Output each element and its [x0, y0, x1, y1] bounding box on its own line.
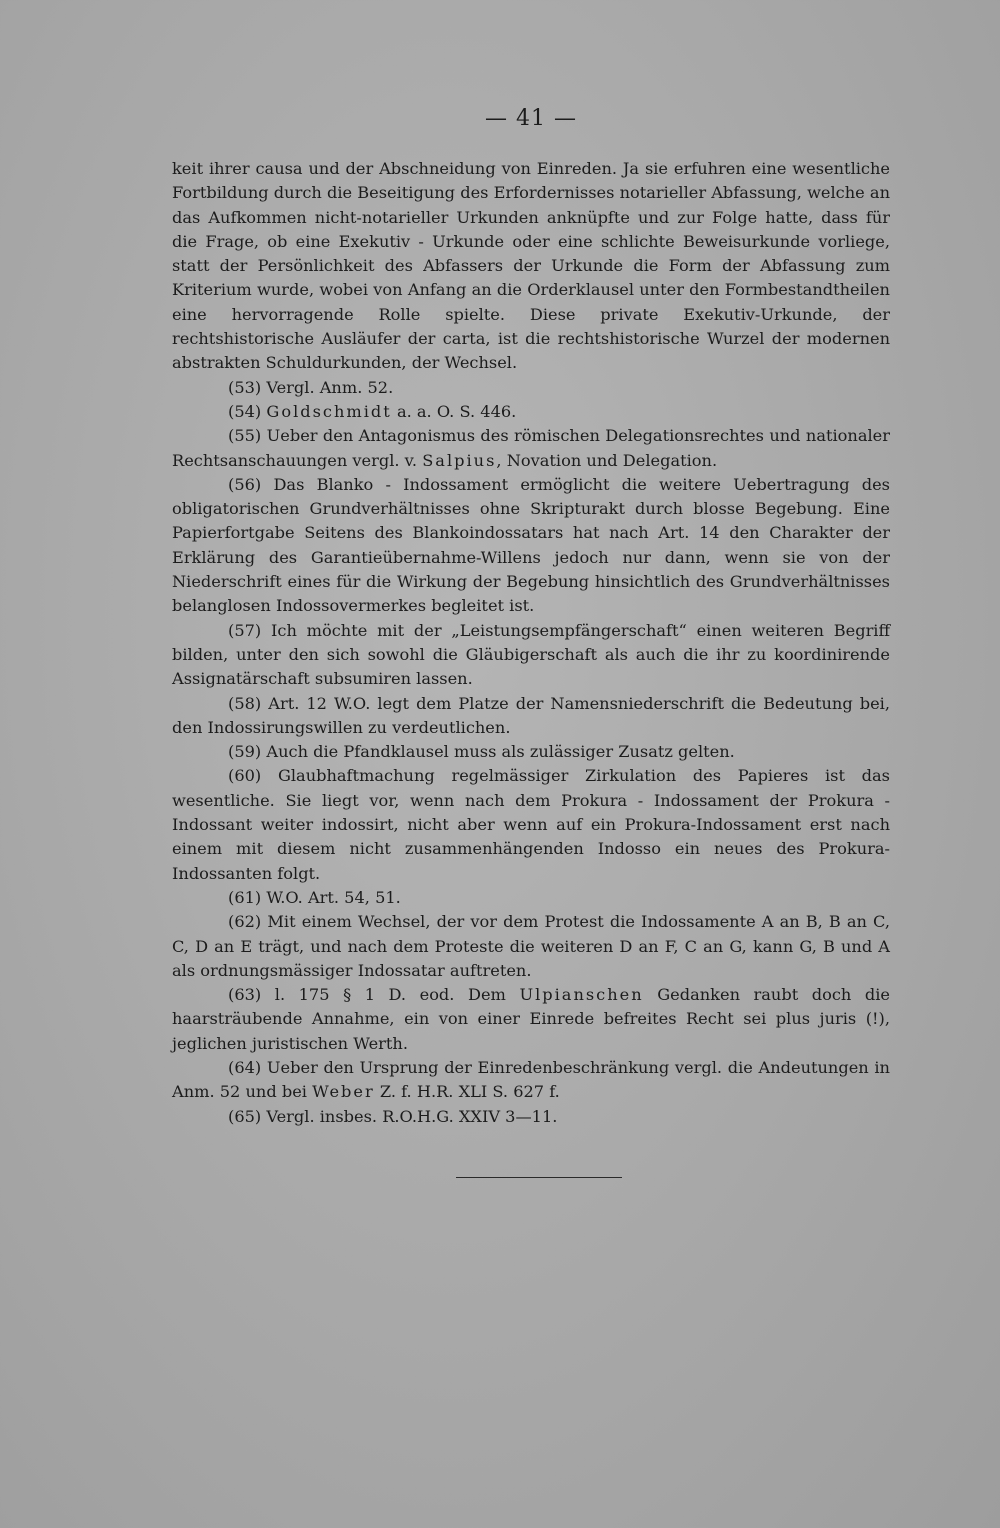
footnote-text: Ueber den Antagonismus des römischen Delegationsrechtes und nationaler Rechtsanschauungen vergl. v. — [172, 426, 890, 470]
footnote-text: Vergl. insbes. R.O.H.G. XXIV 3—11. — [266, 1106, 558, 1126]
footnote-56 — [172, 473, 890, 619]
footnote-text-after: , Novation und Delegation. — [496, 450, 718, 470]
footnote-57 — [172, 619, 890, 692]
footnote-marker: (65) — [228, 1106, 262, 1126]
footnote-63 — [172, 983, 890, 1056]
footnote-text: l. 175 § 1 D. eod. Dem — [274, 985, 506, 1005]
footnote-59 — [172, 740, 890, 764]
author-name: Goldschmidt — [266, 401, 392, 421]
footnote-marker: (60) — [228, 766, 262, 786]
footnote-text: Ich möchte mit der „Leistungsempfängerschaft“ einen weiteren Begriff bilden, unter den sich sowohl die Gläubigerschaft als auch die ihr zu koordinirende Assignatärschaft subsumiren lassen. — [172, 620, 890, 689]
author-name: Ulpianschen — [519, 985, 644, 1005]
footnote-55 — [172, 424, 890, 473]
author-name: Weber — [312, 1082, 375, 1102]
footnote-marker: (53) — [228, 377, 262, 397]
footnote-marker: (55) — [228, 426, 262, 446]
footnote-marker: (61) — [228, 887, 262, 907]
footnote-60 — [172, 764, 890, 885]
footnote-text: Glaubhaftmachung regelmässiger Zirkulation des Papieres ist das wesentliche. Sie liegt vor, wenn nach dem Prokura - Indossament der Prokura - Indossant weiter indossirt, nicht aber wenn auf ein Prokura-Indossament erst nach einem mit diesem nicht zusammenhängenden Indosso ein neues des Prokura-Indossanten folgt. — [172, 766, 890, 883]
footnote-53 — [172, 376, 890, 400]
footnote-65 — [172, 1105, 890, 1129]
footnote-text-after: Z. f. H.R. XLI S. 627 f. — [379, 1082, 560, 1102]
footnote-marker: (58) — [228, 693, 262, 713]
footnote-text: Mit einem Wechsel, der vor dem Protest die Indossamente A an B, B an C, C, D an E trägt, und nach dem Proteste die weiteren D an F, C an G, kann G, B und A als ordnungsmässiger Indossatar auftreten. — [172, 912, 890, 980]
page-number: — 41 — — [485, 106, 577, 131]
footnote-marker: (64) — [228, 1057, 262, 1077]
footnote-text: Ueber den Ursprung der Einredenbeschränkung vergl. die Andeutungen in Anm. 52 und bei — [172, 1057, 890, 1102]
footnote-marker: (57) — [228, 620, 262, 640]
footnote-54 — [172, 400, 890, 424]
footnote-marker: (54) — [228, 401, 262, 421]
footnote-58 — [172, 692, 890, 741]
continuation-paragraph: keit ihrer causa und der Abschneidung von Einreden. Ja sie erfuhren eine wesentliche Fortbildung durch die Beseitigung des Erfordernisses notarieller Abfassung, welche an das Aufkommen nicht-notarieller Urkunden anknüpfte und zur Folge hatte, dass für die Frage, ob eine Exekutiv - Urkunde oder eine schlichte Beweisurkunde vorliege, statt der Persönlichkeit des Abfassers der Urkunde die Form der Abfassung zum Kriterium wurde, wobei von Anfang an die Orderklausel unter den Formbestandtheilen eine hervorragende Rolle spielte. Diese private Exekutiv-Urkunde, der rechtshistorische Ausläufer der carta, ist die rechtshistorische Wurzel der modernen abstrakten Schuldurkunden, der Wechsel. — [172, 159, 890, 373]
end-rule — [456, 1177, 622, 1178]
footnote-marker: (59) — [228, 742, 262, 762]
main-text — [172, 157, 890, 1129]
footnote-text-after: Gedanken raubt doch die haarsträubende Annahme, ein von einer Einrede befreites Recht sei plus juris (!), jeglichen juristischen Werth. — [172, 985, 890, 1053]
footnote-text: a. a. O. S. 446. — [396, 401, 517, 421]
footnote-62 — [172, 910, 890, 983]
footnote-text: Vergl. Anm. 52. — [266, 377, 394, 397]
footnote-marker: (56) — [228, 474, 262, 494]
footnote-marker: (62) — [228, 912, 262, 932]
footnote-64 — [172, 1056, 890, 1105]
footnote-marker: (63) — [228, 985, 262, 1005]
footnote-61 — [172, 886, 890, 910]
footnote-text: Art. 12 W.O. legt dem Platze der Namensniederschrift die Bedeutung bei, den Indossirungswillen zu verdeutlichen. — [172, 693, 890, 737]
footnote-text: Auch die Pfandklausel muss als zulässiger Zusatz gelten. — [266, 742, 735, 762]
footnote-text: Das Blanko - Indossament ermöglicht die weitere Uebertragung des obligatorischen Grundverhältnisses ohne Skripturakt durch blosse Begebung. Eine Papierfortgabe Seitens des Blankoindossatars hat nach Art. 14 den Charakter der Erklärung des Garantieübernahme-Willens jedoch nur dann, wenn sie von der Niederschrift eines für die Wirkung der Begebung hinsichtlich des Grundverhältnisses belanglosen Indossovermerkes begleitet ist. — [172, 474, 890, 616]
footnote-text: W.O. Art. 54, 51. — [266, 887, 401, 907]
author-name: Salpius — [422, 450, 497, 470]
